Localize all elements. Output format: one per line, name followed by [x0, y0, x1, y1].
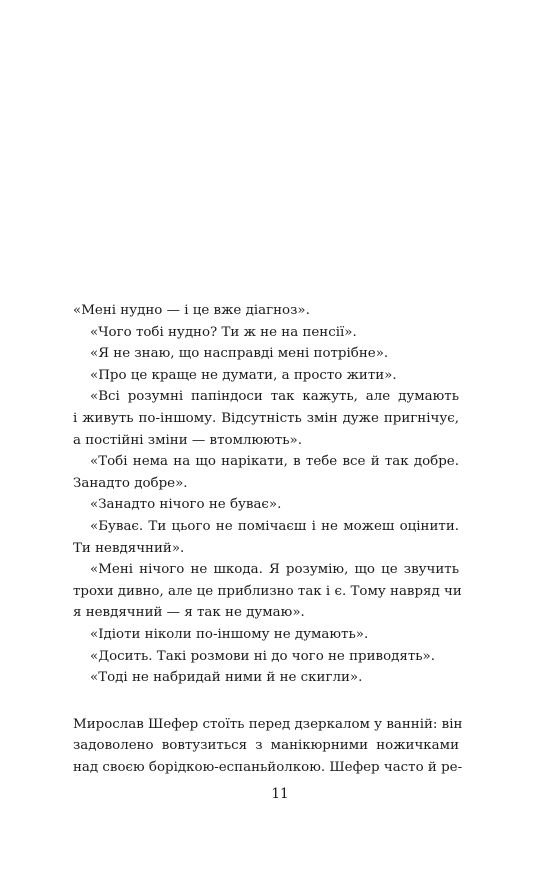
- text-line: Ти невдячний».: [73, 540, 185, 556]
- page-number: 11: [271, 786, 289, 802]
- dialogue-paragraph: [73, 494, 459, 516]
- dialogue-paragraph: [73, 300, 459, 322]
- dialogue-paragraph: [73, 516, 459, 559]
- text-line: а постійні зміни — втомлюють».: [73, 432, 302, 448]
- text-line: «Мені нічого не шкода. Я розумію, що це звучить: [90, 562, 459, 578]
- text-line: «Занадто нічого не буває».: [90, 497, 282, 513]
- text-line: «Мені нудно — і це вже діагноз».: [73, 303, 310, 318]
- dialogue-paragraph: [73, 559, 462, 624]
- narrative-paragraph: [73, 714, 463, 779]
- dialogue-section: [73, 300, 462, 689]
- dialogue-paragraph: [73, 624, 459, 646]
- text-line: Мирослав Шефер стоїть перед дзеркалом у ванній: він: [73, 716, 463, 732]
- text-line: «Про це краще не думати, а просто жити».: [90, 367, 397, 383]
- text-line: «Досить. Такі розмови ні до чого не приводять».: [90, 648, 435, 664]
- dialogue-paragraph: [73, 365, 459, 387]
- text-line: трохи дивно, але це приблизно так і є. Тому навряд чи: [73, 583, 462, 599]
- dialogue-paragraph: [73, 386, 459, 451]
- dialogue-paragraph: [73, 322, 459, 344]
- dialogue-paragraph: [73, 451, 459, 494]
- text-line: Занадто добре».: [73, 475, 188, 491]
- dialogue-paragraph: [73, 343, 459, 365]
- dialogue-paragraph: [73, 667, 459, 689]
- text-line: над своєю борідкою-еспаньйолкою. Шефер часто й ре-: [73, 759, 463, 775]
- text-line: «Я не знаю, що насправді мені потрібне».: [90, 346, 389, 362]
- text-line: «Всі розумні папіндоси так кажуть, але думають: [90, 389, 459, 405]
- text-line: «Тоді не набридай ними й не скигли».: [90, 670, 363, 686]
- text-line: «Ідіоти ніколи по-іншому не думають».: [90, 626, 369, 642]
- text-line: і живуть по-іншому. Відсутність змін дуже пригнічує,: [73, 410, 459, 426]
- text-line: задоволено вовтузиться з манікюрними ножичками: [73, 738, 459, 754]
- text-line: я невдячний — я так не думаю».: [73, 605, 305, 621]
- section-gap: [73, 689, 459, 714]
- dialogue-paragraph: [73, 646, 459, 668]
- text-block: [73, 300, 463, 778]
- text-line: «Тобі нема на що нарікати, в тебе все й так добре.: [90, 454, 459, 470]
- text-line: «Буває. Ти цього не помічаєш і не можеш оцінити.: [90, 518, 459, 534]
- text-line: «Чого тобі нудно? Ти ж не на пенсії».: [90, 324, 357, 340]
